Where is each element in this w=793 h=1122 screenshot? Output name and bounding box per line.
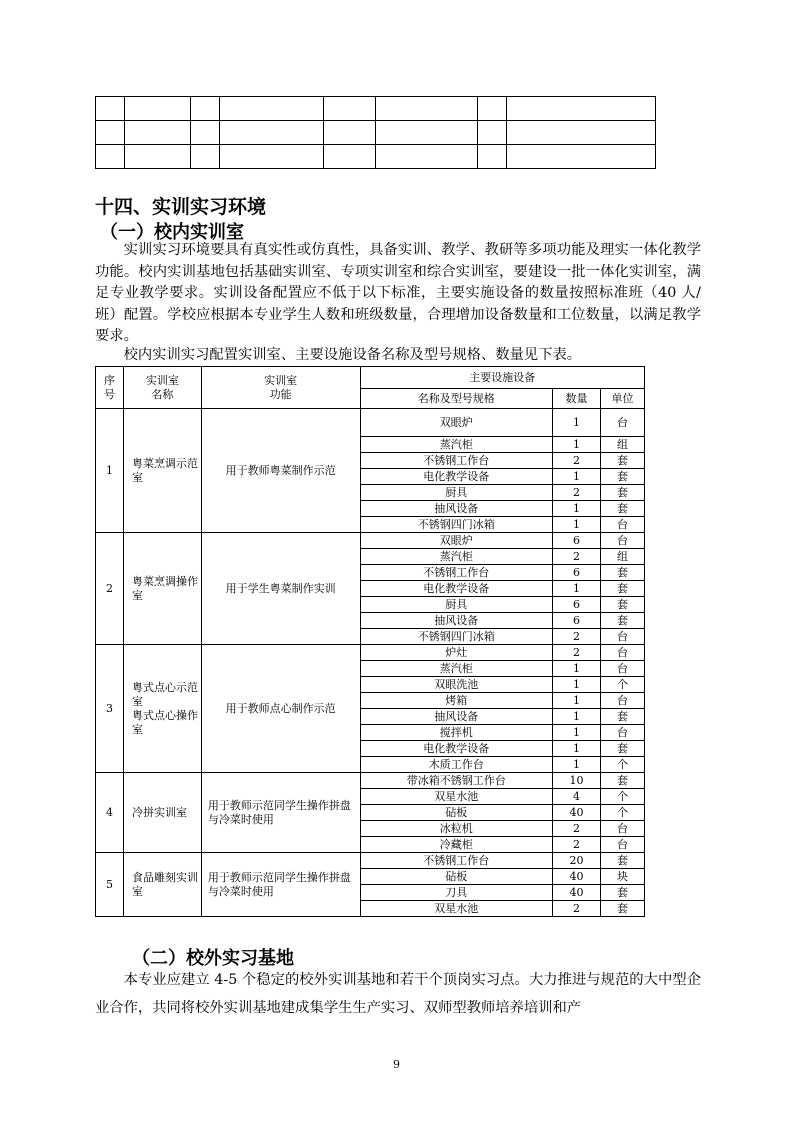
equipment-name: 蒸汽柜 <box>360 661 553 677</box>
room-function: 用于教师示范同学生操作拼盘与冷菜时使用 <box>201 773 360 853</box>
equipment-name: 刀具 <box>360 885 553 901</box>
room-name: 冷拼实训室 <box>123 773 201 853</box>
equipment-unit: 台 <box>601 821 645 837</box>
equipment-name: 烤箱 <box>360 693 553 709</box>
equipment-unit: 台 <box>601 533 645 549</box>
equipment-qty: 6 <box>553 597 601 613</box>
table-row <box>96 645 645 661</box>
equipment-qty: 2 <box>553 821 601 837</box>
equipment-unit: 套 <box>601 597 645 613</box>
subsection-heading-campus: （一）校内实训室 <box>100 222 244 243</box>
equipment-name: 电化教学设备 <box>360 741 553 757</box>
table-intro-paragraph: 校内实训实习配置实训室、主要设施设备名称及型号规格、数量见下表。 <box>123 347 582 363</box>
room-seq: 2 <box>96 533 124 645</box>
equipment-unit: 套 <box>601 901 645 917</box>
equipment-name: 双星水池 <box>360 901 553 917</box>
table-row <box>96 773 645 789</box>
equipment-qty: 1 <box>553 757 601 773</box>
equipment-name: 带冰箱不锈钢工作台 <box>360 773 553 789</box>
equipment-unit: 套 <box>601 773 645 789</box>
equipment-qty: 1 <box>553 409 601 437</box>
equipment-name: 电化教学设备 <box>360 581 553 597</box>
equipment-name: 不锈钢工作台 <box>360 853 553 869</box>
equipment-name: 冷藏柜 <box>360 837 553 853</box>
room-name: 粤菜烹调操作室 <box>123 533 201 645</box>
equipment-qty: 40 <box>553 805 601 821</box>
section-heading: 十四、实训实习环境 <box>95 196 267 218</box>
equipment-qty: 1 <box>553 581 601 597</box>
equipment-qty: 2 <box>553 485 601 501</box>
header-room-function: 实训室 功能 <box>201 367 360 409</box>
subsection-heading-offcampus: （二）校外实习基地 <box>132 948 294 969</box>
page-number: 9 <box>393 1058 400 1071</box>
equipment-name: 抽风设备 <box>360 709 553 725</box>
equipment-qty: 2 <box>553 453 601 469</box>
equipment-qty: 20 <box>553 853 601 869</box>
table-row <box>96 533 645 549</box>
equipment-name: 不锈钢工作台 <box>360 565 553 581</box>
equipment-qty: 1 <box>553 469 601 485</box>
header-name-spec: 名称及型号规格 <box>360 389 553 409</box>
equipment-qty: 2 <box>553 629 601 645</box>
equipment-name: 砧板 <box>360 869 553 885</box>
equipment-qty: 2 <box>553 901 601 917</box>
equipment-unit: 台 <box>601 629 645 645</box>
equipment-qty: 1 <box>553 661 601 677</box>
equipment-name: 木质工作台 <box>360 757 553 773</box>
previous-table-fragment <box>95 96 656 169</box>
room-name: 粤式点心示范室 粤式点心操作室 <box>123 645 201 773</box>
room-name: 食品雕刻实训室 <box>123 853 201 917</box>
equipment-qty: 2 <box>553 645 601 661</box>
equipment-qty: 1 <box>553 517 601 533</box>
equipment-qty: 1 <box>553 501 601 517</box>
equipment-name: 厨具 <box>360 485 553 501</box>
equipment-unit: 套 <box>601 741 645 757</box>
equipment-unit: 组 <box>601 437 645 453</box>
equipment-qty: 1 <box>553 693 601 709</box>
header-unit: 单位 <box>601 389 645 409</box>
equipment-qty: 1 <box>553 741 601 757</box>
equipment-qty: 40 <box>553 885 601 901</box>
equipment-unit: 组 <box>601 549 645 565</box>
equipment-name: 双星水池 <box>360 789 553 805</box>
equipment-qty: 1 <box>553 437 601 453</box>
equipment-unit: 套 <box>601 501 645 517</box>
room-function: 用于教师示范同学生操作拼盘与冷菜时使用 <box>201 853 360 917</box>
offcampus-paragraph: 本专业应建立 4-5 个稳定的校外实训基地和若干个顶岗实习点。大力推进与规范的大中型企业合作，共同将校外实训基地建成集学生生产实习、双师型教师培养培训和产 <box>95 972 701 1016</box>
equipment-name: 冰粒机 <box>360 821 553 837</box>
equipment-unit: 台 <box>601 661 645 677</box>
equipment-qty: 1 <box>553 709 601 725</box>
room-seq: 5 <box>96 853 124 917</box>
equipment-qty: 10 <box>553 773 601 789</box>
equipment-unit: 台 <box>601 837 645 853</box>
header-seq: 序 号 <box>96 367 124 409</box>
equipment-unit: 套 <box>601 709 645 725</box>
header-room-name: 实训室 名称 <box>123 367 201 409</box>
room-seq: 3 <box>96 645 124 773</box>
equipment-unit: 台 <box>601 693 645 709</box>
equipment-name: 抽风设备 <box>360 501 553 517</box>
equipment-unit: 套 <box>601 581 645 597</box>
equipment-qty: 6 <box>553 533 601 549</box>
room-name: 粤菜烹调示范室 <box>123 409 201 533</box>
room-function: 用于教师点心制作示范 <box>201 645 360 773</box>
equipment-unit: 台 <box>601 645 645 661</box>
header-qty: 数量 <box>553 389 601 409</box>
equipment-name: 双眼炉 <box>360 409 553 437</box>
equipment-name: 砧板 <box>360 805 553 821</box>
equipment-qty: 1 <box>553 677 601 693</box>
equipment-qty: 40 <box>553 869 601 885</box>
equipment-qty: 6 <box>553 565 601 581</box>
equipment-qty: 2 <box>553 837 601 853</box>
equipment-unit: 个 <box>601 677 645 693</box>
equipment-name: 双眼洗池 <box>360 677 553 693</box>
equipment-unit: 套 <box>601 565 645 581</box>
equipment-unit: 台 <box>601 409 645 437</box>
equipment-unit: 套 <box>601 613 645 629</box>
equipment-name: 抽风设备 <box>360 613 553 629</box>
equipment-unit: 个 <box>601 757 645 773</box>
table-row <box>96 853 645 869</box>
equipment-unit: 台 <box>601 517 645 533</box>
equipment-unit: 套 <box>601 485 645 501</box>
equipment-qty: 1 <box>553 725 601 741</box>
table-row <box>96 409 645 437</box>
equipment-name: 不锈钢四门冰箱 <box>360 517 553 533</box>
equipment-name: 炉灶 <box>360 645 553 661</box>
equipment-qty: 4 <box>553 789 601 805</box>
equipment-name: 不锈钢四门冰箱 <box>360 629 553 645</box>
equipment-unit: 套 <box>601 469 645 485</box>
equipment-unit: 套 <box>601 453 645 469</box>
equipment-unit: 套 <box>601 853 645 869</box>
equipment-unit: 台 <box>601 725 645 741</box>
table-header-row <box>96 367 645 389</box>
training-room-table <box>95 366 645 917</box>
equipment-qty: 2 <box>553 549 601 565</box>
room-function: 用于学生粤菜制作实训 <box>201 533 360 645</box>
equipment-qty: 6 <box>553 613 601 629</box>
equipment-name: 厨具 <box>360 597 553 613</box>
room-seq: 1 <box>96 409 124 533</box>
equipment-name: 搅拌机 <box>360 725 553 741</box>
equipment-name: 不锈钢工作台 <box>360 453 553 469</box>
equipment-unit: 套 <box>601 885 645 901</box>
equipment-name: 蒸汽柜 <box>360 549 553 565</box>
equipment-name: 蒸汽柜 <box>360 437 553 453</box>
header-equipment: 主要设施设备 <box>360 367 645 389</box>
equipment-name: 双眼炉 <box>360 533 553 549</box>
room-seq: 4 <box>96 773 124 853</box>
equipment-unit: 个 <box>601 789 645 805</box>
equipment-unit: 块 <box>601 869 645 885</box>
intro-paragraph: 实训实习环境要具有真实性或仿真性，具备实训、教学、教研等多项功能及理实一体化教学功能。校内实训基地包括基础实训室、专项实训室和综合实训室，要建设一批一体化实训室，满足专业教学要求。实训设备配置应不低于以下标准，主要实施设备的数量按照标准班（40 人/班）配置。学校应根据本专业学生人数和班级数量，合理增加设备数量和工位数量，以满足教学要求。 <box>95 242 701 344</box>
equipment-name: 电化教学设备 <box>360 469 553 485</box>
room-function: 用于教师粤菜制作示范 <box>201 409 360 533</box>
equipment-unit: 个 <box>601 805 645 821</box>
